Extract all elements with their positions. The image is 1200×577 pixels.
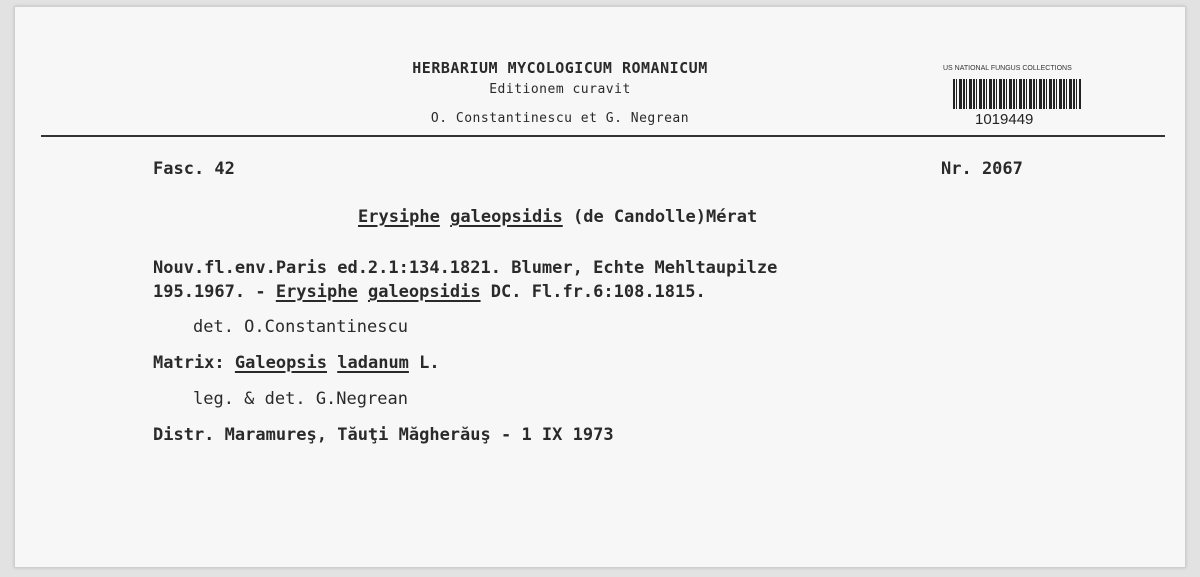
reference-prefix: 195.1967. - xyxy=(153,282,276,302)
species-genus: Erysiphe xyxy=(358,207,440,227)
herbarium-subtitle: Editionem curavit xyxy=(489,82,631,97)
collector: leg. & det. G.Negrean xyxy=(193,389,408,409)
barcode-caption: US NATIONAL FUNGUS COLLECTIONS xyxy=(943,65,1072,72)
matrix-genus: Galeopsis xyxy=(234,353,328,373)
species-author: (de Candolle)Mérat xyxy=(562,207,758,227)
species-name xyxy=(358,207,757,227)
herbarium-editors: O. Constantinescu et G. Negrean xyxy=(430,111,690,126)
fascicle-number: Fasc. 42 xyxy=(153,159,235,179)
matrix-host xyxy=(153,353,440,373)
specimen-number: Nr. 2067 xyxy=(941,159,1023,179)
species-epithet: galeopsidis xyxy=(450,207,563,227)
reference-line-2 xyxy=(153,282,706,302)
reference-suffix: DC. Fl.fr.6:108.1815. xyxy=(480,282,706,302)
herbarium-title: HERBARIUM MYCOLOGICUM ROMANICUM xyxy=(412,59,708,77)
barcode xyxy=(931,65,1081,135)
matrix-prefix: Matrix: xyxy=(153,353,235,373)
reference-line-1: Nouv.fl.env.Paris ed.2.1:134.1821. Blumer, Echte Mehltaupilze xyxy=(153,258,778,278)
reference-genus: Erysiphe xyxy=(275,282,358,302)
matrix-epithet: ladanum xyxy=(337,353,409,373)
matrix-suffix: L. xyxy=(408,353,440,373)
header-divider xyxy=(41,135,1165,137)
reference-epithet: galeopsidis xyxy=(367,282,481,302)
locality: Distr. Maramureş, Tăuţi Măgherăuş - 1 IX 1973 xyxy=(153,425,614,445)
determiner: det. O.Constantinescu xyxy=(193,317,408,337)
barcode-bars-icon xyxy=(953,79,1081,109)
barcode-number: 1019449 xyxy=(975,111,1034,128)
herbarium-label xyxy=(14,6,1186,568)
